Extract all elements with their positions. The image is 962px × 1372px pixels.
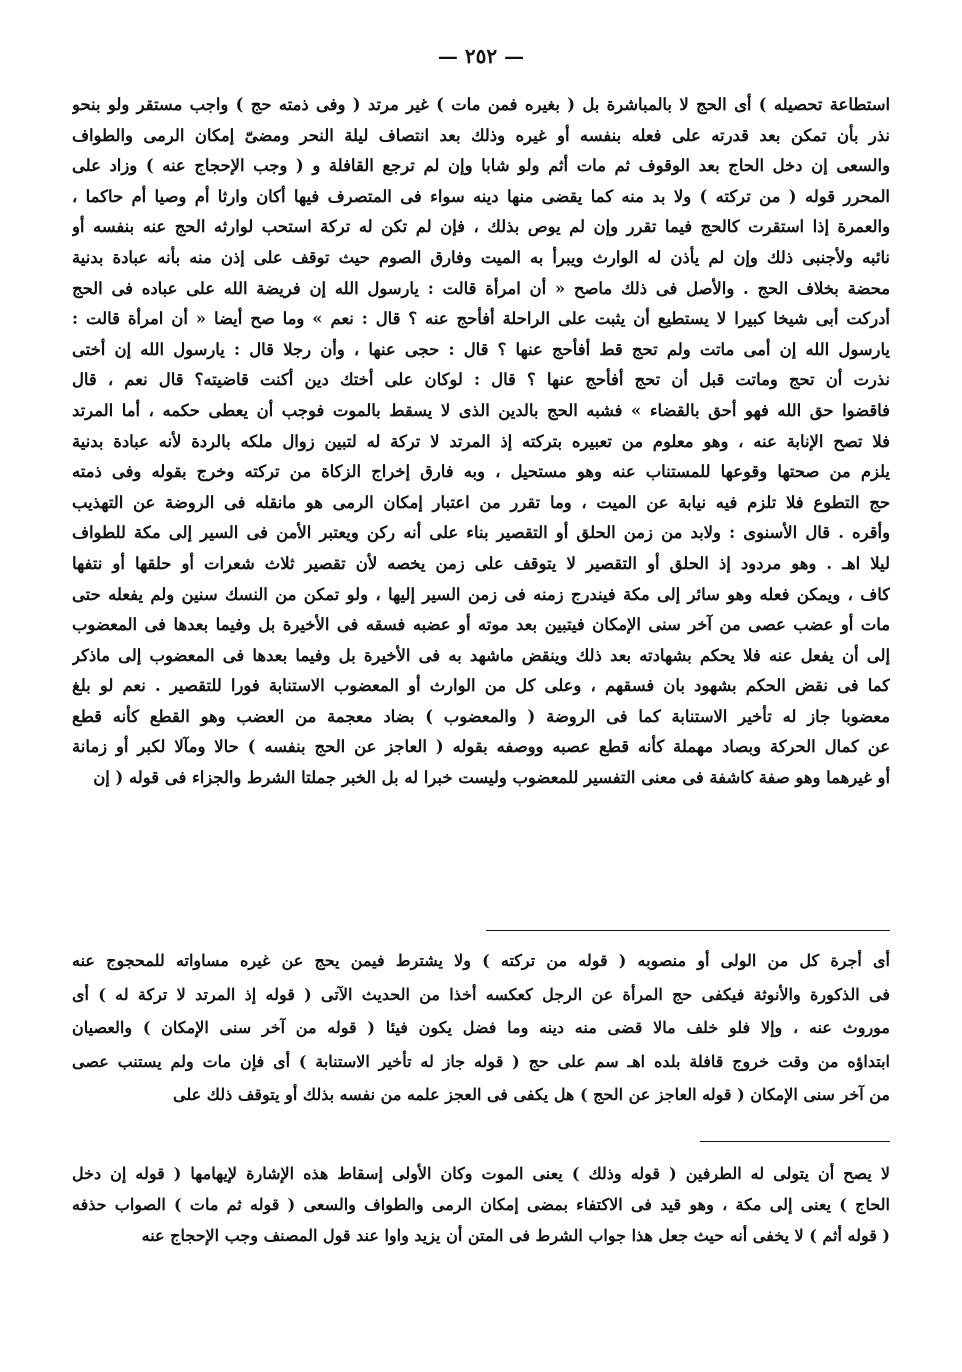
main-text-line: إلى أن يفعل عنه فلا يحكم بشهادته بعد ذلك وينقض ماشهد به فى الأخيرة بل وفيما بعدها فى المعضوب إلى ماذكر	[72, 645, 890, 665]
page-number: — ٢٥٢ —	[437, 44, 525, 68]
footnote-line: فى الذكورة والأنوثة فيكفى حج المرأة عن الرجل كعكسه أخذا من الحديث الآتى ( قوله إذ المرتد لا تركة له ) أى	[72, 984, 890, 1004]
footnote-line: ( قوله أثم ) لا يخفى أنه حيث جعل هذا جواب الشرط فى المتن أن يزيد واوا عند قول المصنف وجب الإحجاج عنه	[141, 1226, 890, 1245]
footnote-line: موروث عنه ، وإلا فلو خلف مالا قضى منه دينه وما فضل يكون فيئا ( قوله من آخر سنى الإمكان ) والعصيان	[72, 1018, 890, 1037]
main-text-line: عن كمال الحركة وبصاد مهملة كأنه قطع عصبه ووصفه بقوله ( العاجز عن الحج بنفسه ) حالا ومآلا لكبر أو زمانة	[72, 737, 890, 757]
footnote-block-1	[72, 944, 890, 1112]
footnote-line: لا يصح أن يتولى له الطرفين ( قوله وذلك ) يعنى الموت وكان الأولى إسقاط هذه الإشارة لإيهامها ( قوله إن دخل	[72, 1164, 890, 1183]
main-text-line: يارسول الله إن أمى ماتت ولم تحج قط أفأحج عنها ؟ قال : حجى عنها ، وأن رجلا قال : يارسول الله إن أختى	[72, 339, 890, 359]
main-text-line: أو غيرهما وهو صفة كاشفة فى معنى التفسير للمعضوب وليست خبرا له بل الخبر جملتا الشرط والجزاء فى قوله ( إن	[93, 768, 890, 788]
main-text-line: نذر بأن تمكن بعد قدرته على فعله بنفسه أو غيره وذلك بعد انتصاف ليلة النحر ومضىّ إمكان الرمى والطواف	[72, 125, 890, 145]
main-text-line: فلا تصح الإنابة عنه ، وهو معلوم من تعبيره بتركته إذ المرتد لا تركة له لتبين زوال ملكه بالردة لأنه عبادة بدنية	[72, 431, 890, 451]
main-text-line: وأقره . قال الأسنوى : ولابد من زمن الحلق أو التقصير بناء على أنه ركن ويعتبر الأمن فى السير إلى مكة للطواف	[72, 523, 890, 543]
main-text	[72, 90, 890, 794]
footnote-separator	[486, 930, 890, 931]
footnote-block-2	[72, 1158, 890, 1251]
main-text-line: حج التطوع فلا تلزم فيه نيابة عن الميت ، وما تقرر من اعتبار إمكان الرمى هو مانقله فى الروضة عن التهذيب	[72, 492, 890, 512]
main-text-line: والعمرة إذا استقرت كالحج فيما تقرر وإن لم يوص بذلك ، فإن لم تكن له تركة استحب لوارثه الحج عنه بنفسه أو	[72, 217, 890, 237]
main-text-line: كما فى نقض الحكم بشهود بان فسقهم ، وعلى كل من الوارث أو المعضوب الاستنابة فورا للتقصير . نعم لو بلغ	[72, 676, 890, 696]
main-text-line: أدركت أبى شيخا كبيرا لا يستطيع أن يثبت على الراحلة أفأحج عنه ؟ قال : نعم » وما صح أيضا « أن امرأة قالت :	[72, 309, 890, 329]
main-text-line: فاقضوا حق الله فهو أحق بالقضاء » فشبه الحج بالدين الذى لا يسقط بالموت فوجب أن يعطى حكمه ، أما المرتد	[72, 400, 890, 420]
main-text-line: استطاعة تحصيله ) أى الحج لا بالمباشرة بل ( بغيره فمن مات ) غير مرتد ( وفى ذمته حج ) واجب مستقر ولو بنحو	[72, 95, 890, 114]
main-text-line: معضوبا جاز له تأخير الاستنابة كما فى الروضة ( والمعضوب ) بضاد معجمة من العضب وهو القطع كأنه قطع	[72, 706, 890, 726]
main-text-line: كاف ، ويمكن فعله وهو سائر إلى مكة فيندرج زمنه فى زمن السير إليها ، ولو تمكن من النسك سنين ولم يفعله حتى	[72, 584, 890, 604]
footnote-line: الحاج ) يعنى إلى مكة ، وهو قيد فى الاكتفاء بمضى إمكان الرمى والطواف والسعى ( قوله ثم مات ) الصواب حذفه	[72, 1195, 890, 1214]
footnote-line: من آخر سنى الإمكان ( قوله العاجز عن الحج ) هل يكفى فى العجز علمه من نفسه بذلك أو يتوقف ذلك على	[173, 1085, 890, 1104]
footnote-line: أى أجرة كل من الولى أو منصوبه ( قوله من تركته ) ولا يشترط فيمن يحج عن غيره مساواته للمحجوج عنه	[72, 951, 890, 970]
main-text-line: يلزم من صحتها وقوعها للمستناب عنه وهو مستحيل ، وبه فارق إخراج الزكاة من تركته وخرج بقوله وفى ذمته	[72, 462, 890, 482]
main-text-line: المحرر قوله ( من تركته ) ولا بد منه كما يقضى منها دينه سواء فى المتصرف فيها أكان وارثا أم وصيا أم حاكما ،	[72, 186, 890, 206]
main-text-line: والسعى إن دخل الحاج بعد الوقوف ثم مات أثم ولو شابا وإن لم ترجع القافلة و ( وجب الإحجاج عنه ) وزاد على	[72, 156, 890, 176]
main-text-line: نذرت أن تحج وماتت قبل أن تحج أفأحج عنها ؟ قال : لوكان على أختك دين أكنت قاضيته؟ قال نعم ، قال	[72, 370, 890, 390]
main-text-line: مات أو عضب عصى من آخر سنى الإمكان فيتبين بعد موته أو عضبه فسقه فى الأخيرة بل وفيما بعدها فى المعضوب	[72, 615, 890, 635]
footnote-separator-2	[700, 1141, 890, 1142]
main-text-line: نائبه ولأجنبى ذلك وإن لم يأذن له الوارث ويبرأ به الميت وفارق الصوم حيث توقف على إذن منه بأنه عبادة بدنية	[72, 247, 890, 267]
footnote-line: ابتداؤه من وقت خروج قافلة بلده اهـ سم على حج ( قوله جاز له تأخير الاستنابة ) أى فإن مات ولم يستنب عصى	[72, 1051, 890, 1071]
main-text-line: محضة بخلاف الحج . والأصل فى ذلك ماصح « أن امرأة قالت : يارسول الله إن فريضة الله على عباده فى الحج	[72, 278, 890, 298]
main-text-line: ليلا اهـ . وهو مردود إذ الحلق أو التقصير لا يتوقف على زمن يخصه لأن تقصير ثلاث شعرات أو حلقها أو نتفها	[72, 553, 890, 573]
